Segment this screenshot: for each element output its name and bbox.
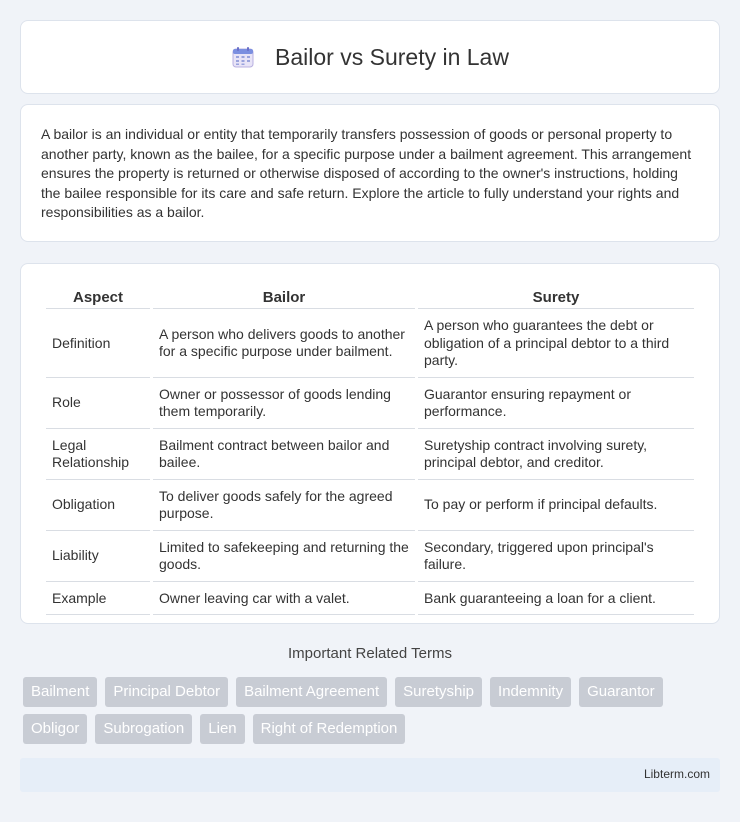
column-header-surety: Surety [418, 285, 694, 309]
aspect-cell: Definition [46, 310, 150, 378]
surety-cell: Secondary, triggered upon principal's failure. [418, 532, 694, 582]
table-row [46, 532, 694, 582]
table-header-row [46, 285, 694, 309]
footer [20, 758, 720, 792]
bailor-cell: Owner or possessor of goods lending them temporarily. [153, 379, 415, 429]
intro-text: A bailor is an individual or entity that temporarily transfers possession of goods or personal property to another party, known as the bailee, for a specific purpose under a bailment agreement. This arrangement ensures the property is returned or otherwise disposed of according to the owner's instructions, holding the bailee responsible for its care and safe return. Explore the article to fully understand your rights and responsibilities as a bailor. [41, 126, 692, 221]
related-term-tag[interactable]: Bailment [23, 677, 97, 707]
related-terms-title: Important Related Terms [288, 645, 452, 662]
bailor-cell: Bailment contract between bailor and bailee. [153, 430, 415, 480]
bailor-cell: A person who delivers goods to another for a specific purpose under bailment. [153, 310, 415, 378]
aspect-cell: Role [46, 379, 150, 429]
related-terms-list [23, 677, 723, 744]
related-term-tag[interactable]: Bailment Agreement [236, 677, 387, 707]
column-header-bailor: Bailor [153, 285, 415, 309]
related-term-tag[interactable]: Indemnity [490, 677, 571, 707]
aspect-cell: Legal Relationship [46, 430, 150, 480]
footer-site-link[interactable]: Libterm.com [643, 767, 710, 781]
table-row [46, 481, 694, 531]
comparison-table-card [20, 263, 720, 624]
related-term-tag[interactable]: Guarantor [579, 677, 663, 707]
bailor-cell: Owner leaving car with a valet. [153, 583, 415, 616]
surety-cell: Guarantor ensuring repayment or performance. [418, 379, 694, 429]
comparison-table [43, 284, 697, 616]
related-term-tag[interactable]: Obligor [23, 714, 87, 744]
bailor-cell: Limited to safekeeping and returning the goods. [153, 532, 415, 582]
table-row [46, 583, 694, 616]
surety-cell: A person who guarantees the debt or obligation of a principal debtor to a third party. [418, 310, 694, 378]
related-term-tag[interactable]: Suretyship [395, 677, 482, 707]
related-term-tag[interactable]: Principal Debtor [105, 677, 228, 707]
table-row [46, 430, 694, 480]
related-term-tag[interactable]: Subrogation [95, 714, 192, 744]
aspect-cell: Example [46, 583, 150, 616]
aspect-cell: Liability [46, 532, 150, 582]
related-term-tag[interactable]: Lien [200, 714, 244, 744]
table-row [46, 310, 694, 378]
aspect-cell: Obligation [46, 481, 150, 531]
surety-cell: Bank guaranteeing a loan for a client. [418, 583, 694, 616]
surety-cell: Suretyship contract involving surety, principal debtor, and creditor. [418, 430, 694, 480]
column-header-aspect: Aspect [46, 285, 150, 309]
related-term-tag[interactable]: Right of Redemption [253, 714, 406, 744]
intro-card [20, 104, 720, 242]
bailor-cell: To deliver goods safely for the agreed purpose. [153, 481, 415, 531]
table-row [46, 379, 694, 429]
header-card [20, 20, 720, 94]
surety-cell: To pay or perform if principal defaults. [418, 481, 694, 531]
calendar-icon [231, 45, 255, 69]
page-title: Bailor vs Surety in Law [275, 43, 509, 70]
